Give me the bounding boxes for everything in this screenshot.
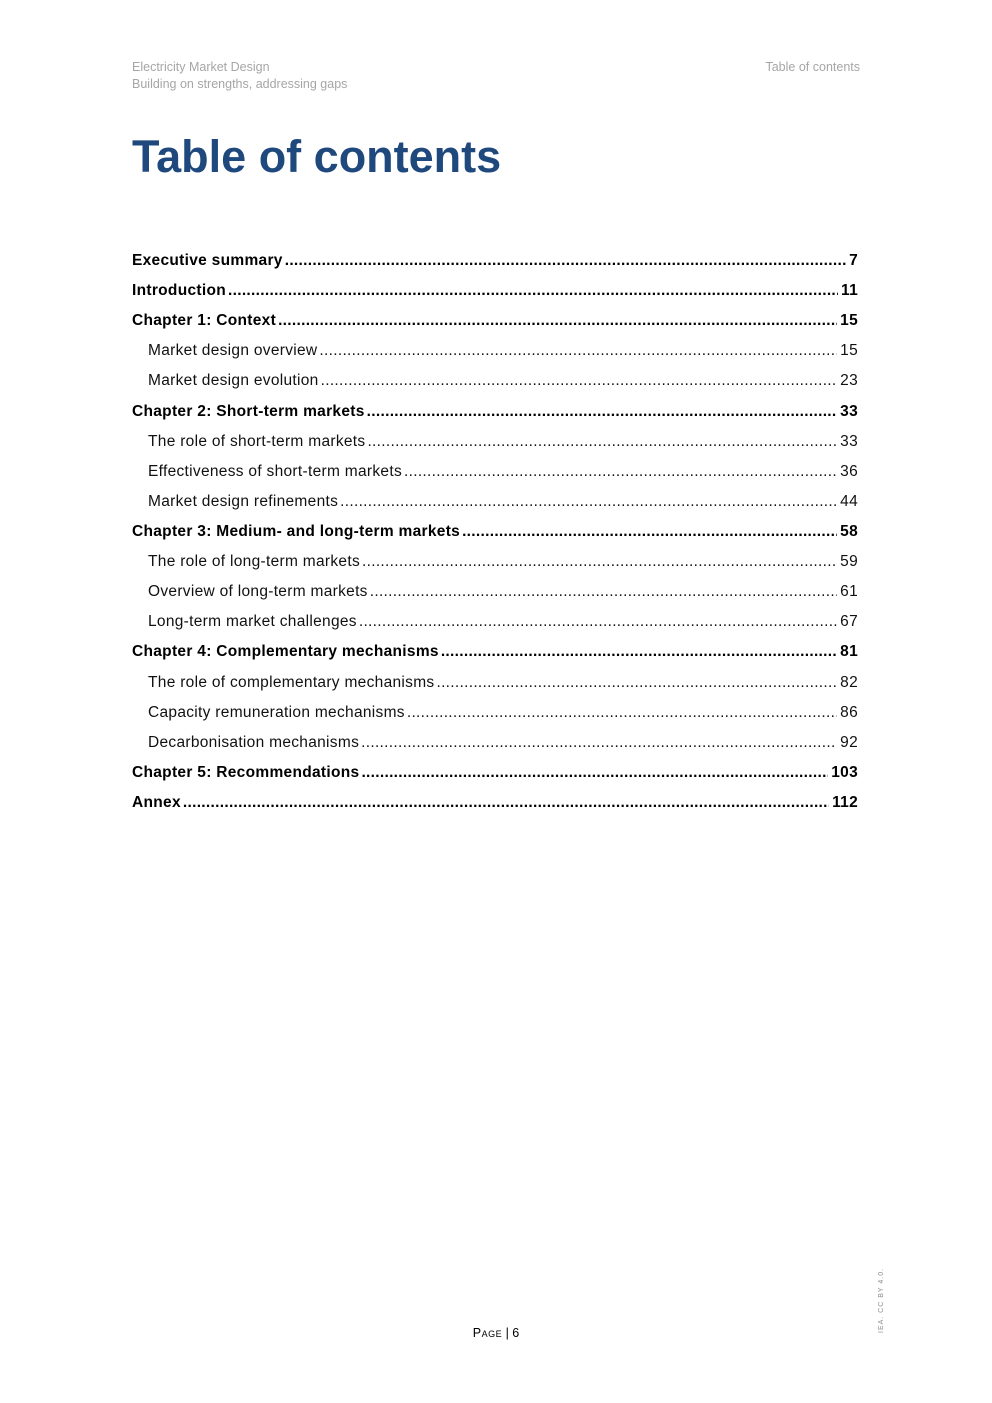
toc-chapter-entry[interactable]: [132, 282, 858, 312]
document-title: Electricity Market Design: [132, 60, 270, 74]
toc-section-entry[interactable]: [132, 674, 858, 704]
toc-entry-label: Market design overview: [148, 342, 318, 360]
toc-dot-leader: [340, 493, 837, 511]
toc-chapter-entry[interactable]: [132, 403, 858, 433]
toc-entry-label: Chapter 4: Complementary mechanisms: [132, 643, 439, 661]
toc-dot-leader: [278, 312, 837, 330]
toc-dot-leader: [359, 613, 837, 631]
toc-chapter-entry[interactable]: [132, 312, 858, 342]
toc-section-entry[interactable]: [132, 493, 858, 523]
toc-chapter-entry[interactable]: [132, 764, 858, 794]
toc-entry-page-number: 59: [840, 553, 858, 571]
running-header-left: [132, 59, 347, 93]
toc-section-entry[interactable]: [132, 463, 858, 493]
page-number: 6: [512, 1326, 520, 1340]
table-of-contents: [132, 252, 858, 824]
toc-entry-label: Long-term market challenges: [148, 613, 357, 631]
toc-entry-page-number: 33: [840, 402, 858, 420]
toc-entry-page-number: 7: [849, 252, 858, 269]
toc-section-entry[interactable]: [132, 553, 858, 583]
toc-dot-leader: [362, 553, 837, 571]
toc-entry-label: Market design refinements: [148, 492, 339, 510]
toc-entry-label: Overview of long-term markets: [148, 583, 368, 601]
toc-entry-label: Decarbonisation mechanisms: [148, 733, 360, 751]
toc-entry-label: Chapter 1: Context: [132, 312, 277, 330]
toc-dot-leader: [462, 523, 837, 541]
toc-entry-page-number: 44: [840, 492, 858, 510]
toc-dot-leader: [228, 282, 838, 300]
toc-dot-leader: [285, 252, 846, 270]
page-separator: |: [502, 1326, 513, 1340]
page-footer: [0, 1326, 992, 1340]
toc-chapter-entry[interactable]: [132, 794, 858, 824]
toc-entry-label: Chapter 2: Short-term markets: [132, 402, 365, 420]
running-header-section: Table of contents: [765, 60, 860, 74]
toc-dot-leader: [183, 794, 829, 812]
toc-entry-page-number: 92: [840, 733, 858, 751]
toc-dot-leader: [319, 342, 837, 360]
page-word: Page: [472, 1326, 503, 1340]
toc-dot-leader: [404, 463, 837, 481]
toc-dot-leader: [370, 583, 837, 601]
toc-section-entry[interactable]: [132, 583, 858, 613]
toc-entry-label: Introduction: [132, 282, 226, 300]
toc-entry-label: Effectiveness of short-term markets: [148, 462, 402, 480]
toc-entry-label: The role of long-term markets: [148, 553, 360, 571]
toc-dot-leader: [361, 764, 828, 782]
toc-dot-leader: [407, 704, 837, 722]
toc-entry-page-number: 15: [840, 312, 858, 330]
toc-section-entry[interactable]: [132, 734, 858, 764]
toc-section-entry[interactable]: [132, 433, 858, 463]
toc-entry-page-number: 23: [840, 372, 858, 390]
toc-entry-label: The role of complementary mechanisms: [148, 673, 435, 691]
toc-dot-leader: [441, 643, 837, 661]
toc-section-entry[interactable]: [132, 704, 858, 734]
toc-entry-label: Chapter 5: Recommendations: [132, 763, 360, 781]
toc-dot-leader: [436, 674, 837, 692]
toc-section-entry[interactable]: [132, 372, 858, 402]
toc-dot-leader: [367, 433, 837, 451]
toc-entry-label: The role of short-term markets: [148, 432, 366, 450]
toc-entry-label: Executive summary: [132, 252, 283, 269]
toc-entry-page-number: 67: [840, 613, 858, 631]
toc-entry-page-number: 15: [840, 342, 858, 360]
toc-entry-label: Capacity remuneration mechanisms: [148, 703, 405, 721]
toc-entry-label: Annex: [132, 793, 181, 811]
toc-section-entry[interactable]: [132, 613, 858, 643]
toc-entry-page-number: 82: [840, 673, 858, 691]
toc-chapter-entry[interactable]: [132, 252, 858, 282]
toc-entry-page-number: 81: [840, 643, 858, 661]
toc-entry-page-number: 112: [832, 793, 858, 811]
toc-dot-leader: [361, 734, 837, 752]
toc-entry-page-number: 58: [840, 522, 858, 540]
toc-entry-page-number: 61: [840, 583, 858, 601]
toc-entry-page-number: 11: [841, 282, 858, 300]
toc-dot-leader: [321, 372, 838, 390]
toc-entry-page-number: 103: [831, 763, 858, 781]
license-notice: IEA. CC BY 4.0.: [878, 1267, 885, 1333]
toc-entry-page-number: 86: [840, 703, 858, 721]
toc-entry-page-number: 36: [840, 462, 858, 480]
toc-entry-label: Chapter 3: Medium- and long-term markets: [132, 522, 461, 540]
toc-section-entry[interactable]: [132, 342, 858, 372]
document-subtitle: Building on strengths, addressing gaps: [132, 77, 348, 91]
toc-chapter-entry[interactable]: [132, 643, 858, 673]
toc-chapter-entry[interactable]: [132, 523, 858, 553]
toc-entry-label: Market design evolution: [148, 372, 319, 390]
page-title: Table of contents: [132, 131, 502, 182]
toc-entry-page-number: 33: [840, 432, 858, 450]
toc-dot-leader: [367, 403, 838, 421]
